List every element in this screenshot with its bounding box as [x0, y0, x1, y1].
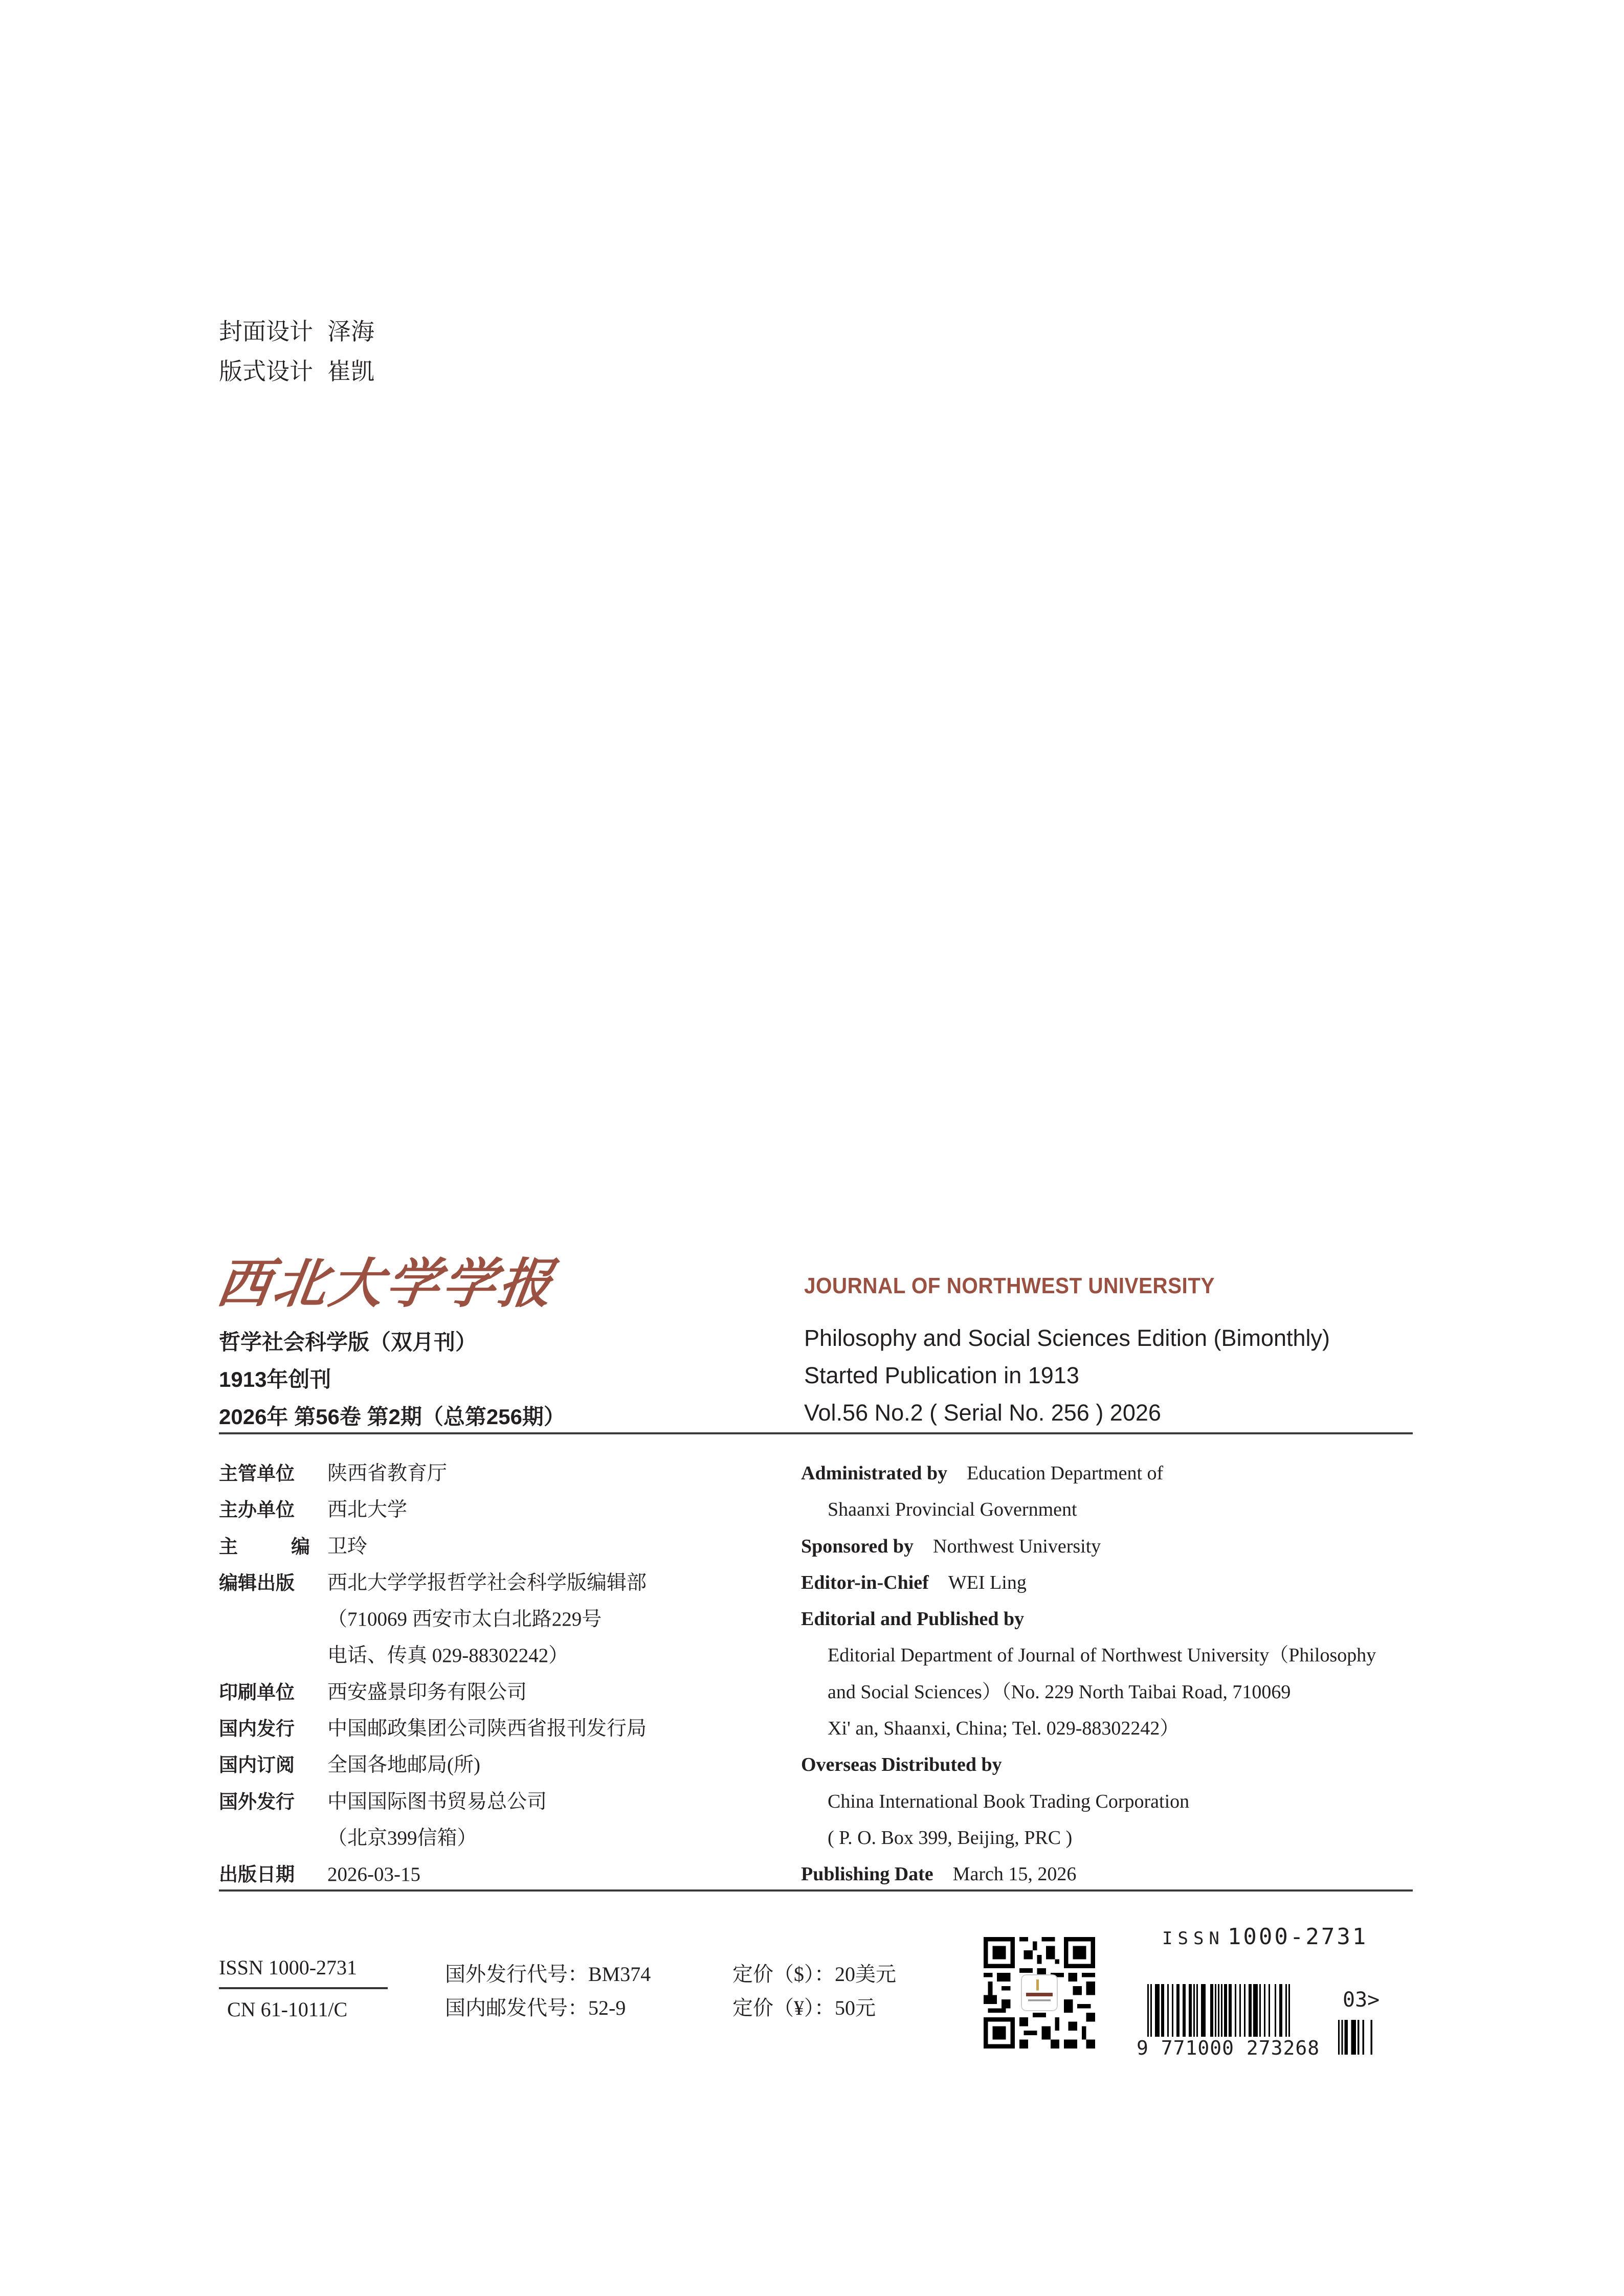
cn-info-row — [219, 1455, 647, 1492]
cn-info-value: 卫玲 — [327, 1535, 368, 1558]
cn-info-row — [219, 1565, 647, 1601]
cn-info-value: 2026-03-15 — [327, 1863, 420, 1886]
en-edition: Philosophy and Social Sciences Edition (Bimonthly) — [804, 1325, 1330, 1351]
credit-role: 封面设计 — [219, 319, 313, 345]
cn-info-row — [219, 1637, 647, 1674]
cn-info-value: 电话、传真 029-88302242） — [327, 1645, 569, 1667]
en-issue: Vol.56 No.2 ( Serial No. 256 ) 2026 — [804, 1400, 1161, 1426]
domestic-code: 国内邮发代号：52-9 — [445, 1996, 626, 2019]
cn-info-row — [219, 1856, 647, 1893]
cn-info-list — [219, 1455, 647, 1893]
issn-value: 1000-2731 — [1227, 1924, 1368, 1950]
en-masthead — [804, 1319, 1330, 1431]
issn-cn-divider — [219, 1987, 388, 1989]
cn-info-value: （北京399信箱） — [327, 1827, 477, 1849]
cn-info-label-empty — [219, 1820, 327, 1856]
credit-role: 版式设计 — [219, 358, 313, 385]
cn-info-value: 西安盛景印务有限公司 — [327, 1681, 527, 1703]
cn-info-row — [219, 1710, 647, 1747]
en-info-value: Education Department of — [967, 1462, 1164, 1484]
cn-info-row — [219, 1492, 647, 1528]
cn-info-row — [219, 1674, 647, 1710]
en-info-value: Editorial Department of Journal of Northwest University（Philosophy — [828, 1645, 1376, 1667]
cn-info-row — [219, 1784, 647, 1820]
addon-barcode-icon — [1338, 2020, 1374, 2055]
cn-info-value: 中国国际图书贸易总公司 — [327, 1790, 547, 1813]
en-founded: Started Publication in 1913 — [804, 1362, 1079, 1388]
en-journal-title: JOURNAL OF NORTHWEST UNIVERSITY — [804, 1273, 1215, 1298]
cn-info-label: 国内发行 — [219, 1718, 295, 1740]
cn-edition: 哲学社会科学版（双月刊） — [219, 1330, 477, 1354]
prices — [732, 1957, 896, 2025]
en-info-value: Northwest University — [933, 1535, 1101, 1557]
issn-cn-block — [219, 1952, 388, 2024]
cn-info-label: 主办单位 — [219, 1499, 295, 1521]
info-divider — [219, 1889, 1413, 1892]
cn-info-value: 陕西省教育厅 — [327, 1462, 448, 1484]
credit-name: 泽海 — [327, 319, 374, 345]
cn-founded: 1913年创刊 — [219, 1367, 331, 1391]
cn-info-value: 中国邮政集团公司陕西省报刊发行局 — [327, 1718, 647, 1740]
cn-info-row — [219, 1601, 647, 1637]
en-info-row — [801, 1747, 1376, 1783]
cn-info-label — [219, 1528, 310, 1565]
en-info-list — [801, 1455, 1376, 1893]
en-info-label: Editor-in-Chief — [801, 1571, 929, 1593]
credit-cover-design — [219, 312, 389, 352]
journal-calligraphy-logo: 西北大学学报 — [213, 1252, 560, 1315]
en-info-value: Xi' an, Shaanxi, China; Tel. 029-88302242） — [828, 1718, 1180, 1740]
en-info-label: Publishing Date — [801, 1863, 933, 1885]
en-info-row — [801, 1601, 1376, 1637]
en-info-row — [801, 1492, 1376, 1528]
cn-masthead — [219, 1323, 565, 1435]
cn-info-value: 西北大学学报哲学社会科学版编辑部 — [327, 1571, 647, 1594]
barcode-digits: 9 771000 273268 — [1137, 2037, 1320, 2059]
price-usd: 定价（$）：20美元 — [732, 1963, 896, 1986]
addon-digits: 03> — [1343, 1988, 1380, 2012]
cn-info-label: 国外发行 — [219, 1790, 295, 1813]
cn-number: CN 61-1011/C — [227, 1998, 348, 2021]
overseas-code: 国外发行代号：BM374 — [445, 1963, 651, 1986]
en-info-row — [801, 1710, 1376, 1747]
cn-info-label: 主管单位 — [219, 1462, 295, 1484]
issn-prefix: ISSN — [1162, 1928, 1225, 1949]
en-info-row — [801, 1528, 1376, 1565]
cn-info-row — [219, 1528, 647, 1565]
cn-info-label: 出版日期 — [219, 1863, 295, 1886]
cn-info-row — [219, 1820, 647, 1856]
en-info-row — [801, 1565, 1376, 1601]
cn-info-value: 西北大学 — [327, 1499, 408, 1521]
price-cny: 定价（¥）：50元 — [732, 1996, 876, 2019]
en-info-row — [801, 1637, 1376, 1674]
en-info-value: Shaanxi Provincial Government — [828, 1499, 1077, 1521]
label-char: 主 — [219, 1535, 238, 1558]
cn-info-label-empty — [219, 1637, 327, 1674]
cn-info-label: 编辑出版 — [219, 1571, 295, 1594]
credit-name: 崔凯 — [327, 358, 374, 385]
en-info-value: ( P. O. Box 399, Beijing, PRC ) — [828, 1827, 1073, 1849]
en-info-row — [801, 1674, 1376, 1710]
issn-number: ISSN 1000-2731 — [219, 1956, 358, 1979]
en-info-label: Administrated by — [801, 1462, 948, 1484]
en-info-value: and Social Sciences）（No. 229 North Taibai Road, 710069 — [828, 1681, 1291, 1703]
cn-info-label: 国内订阅 — [219, 1754, 295, 1776]
credit-layout-design — [219, 352, 389, 392]
en-info-row — [801, 1784, 1376, 1820]
en-info-value: WEI Ling — [948, 1571, 1027, 1593]
cn-info-row — [219, 1747, 647, 1783]
en-info-label: Editorial and Published by — [801, 1608, 1025, 1630]
en-info-row — [801, 1856, 1376, 1893]
en-info-row — [801, 1455, 1376, 1492]
cn-info-value: （710069 西安市太白北路229号 — [327, 1608, 602, 1631]
barcode-issn-label — [1162, 1924, 1368, 1950]
en-info-value: March 15, 2026 — [952, 1863, 1077, 1885]
masthead-divider — [219, 1432, 1413, 1434]
distribution-codes — [445, 1957, 651, 2025]
en-info-row — [801, 1820, 1376, 1856]
en-info-value: China International Book Trading Corporation — [828, 1790, 1190, 1812]
cn-info-label-empty — [219, 1601, 327, 1637]
cn-info-value: 全国各地邮局(所) — [327, 1754, 480, 1776]
qr-code-icon[interactable] — [981, 1937, 1098, 2049]
cover-credits — [219, 312, 389, 392]
en-info-label: Overseas Distributed by — [801, 1754, 1002, 1776]
en-info-label: Sponsored by — [801, 1535, 914, 1557]
label-char: 编 — [291, 1535, 310, 1558]
cn-issue: 2026年 第56卷 第2期（总第256期） — [219, 1405, 565, 1429]
cn-info-label: 印刷单位 — [219, 1681, 295, 1703]
